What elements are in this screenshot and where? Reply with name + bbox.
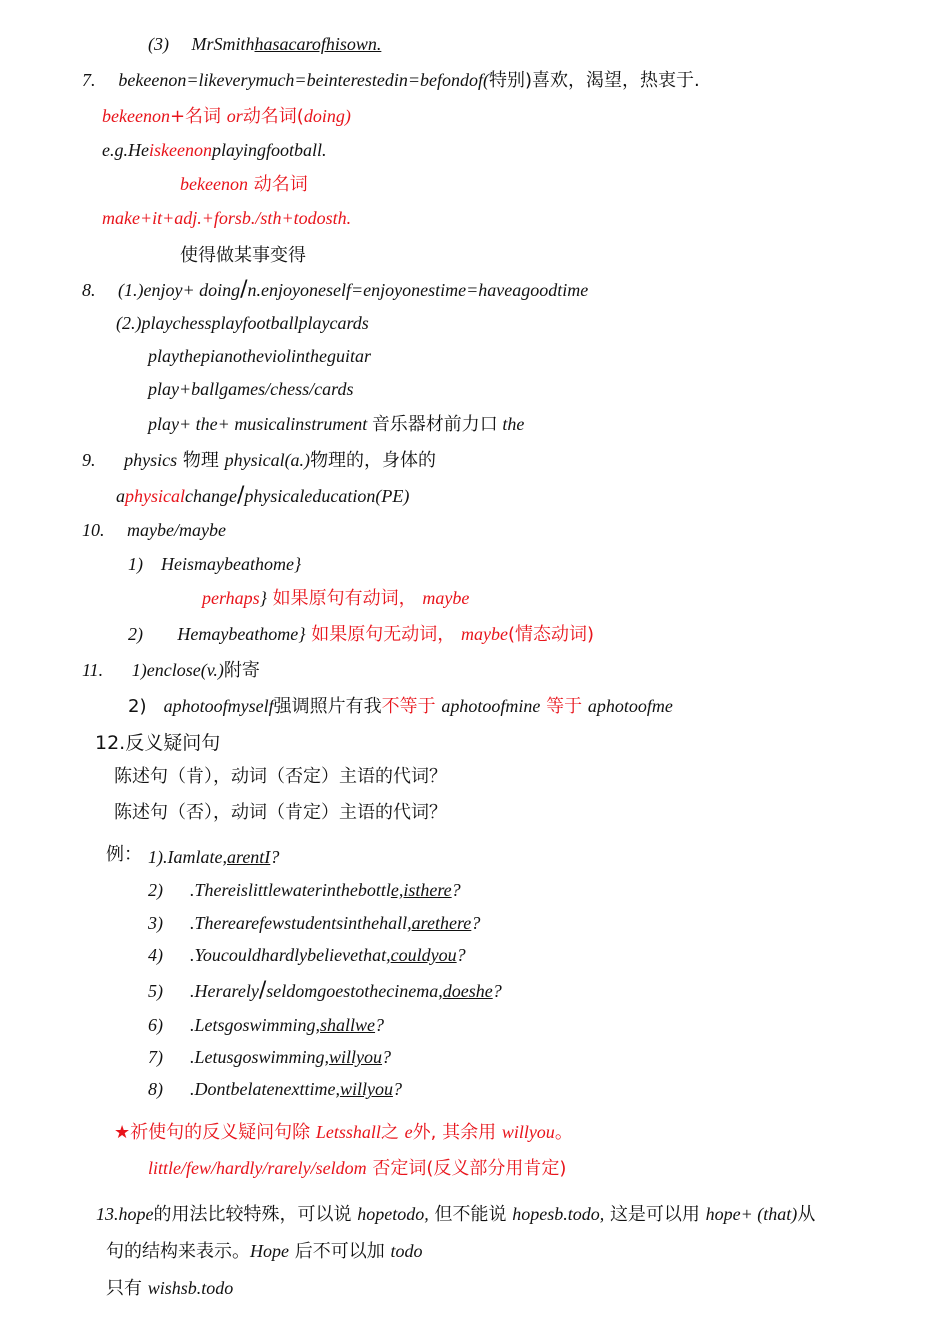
text-cn: 陈述句（否），动词（肯定）主语的代词？ xyxy=(114,802,447,823)
example-7 xyxy=(148,1045,391,1069)
item-number: (3) xyxy=(148,34,169,54)
text: (2.)playchessplayfootballplaycards xyxy=(116,313,369,333)
line-make-it-cn xyxy=(180,244,306,268)
text: bekeenon=likeverymuch=beinterestedin=befondof( xyxy=(118,70,490,90)
text-cn: 外, 其余用 xyxy=(412,1122,497,1143)
example-3 xyxy=(148,911,480,935)
text-red: maybe xyxy=(460,624,508,644)
text: e xyxy=(404,1122,413,1142)
text: .Dontbelatenexttime, xyxy=(190,1079,340,1099)
text-cn-red: (情态动词) xyxy=(507,624,595,645)
text: physical(a.) xyxy=(224,450,311,470)
item-number: 11. xyxy=(82,660,104,680)
example-8 xyxy=(148,1077,402,1101)
text-cn: +名词 xyxy=(169,106,222,127)
line-10-maybe xyxy=(82,518,226,542)
item-number: 7. xyxy=(82,70,96,90)
heading-12-tag-question xyxy=(95,731,220,755)
line-3-mrsmith xyxy=(148,32,381,56)
example-1 xyxy=(148,845,279,869)
text: MrSmith xyxy=(191,34,255,54)
text: the xyxy=(502,414,525,434)
text-cn: 动名词 xyxy=(253,174,308,195)
item-number: 2) xyxy=(128,696,147,717)
text: maybe/maybe xyxy=(127,520,226,540)
text: Heismaybeathome xyxy=(161,554,294,574)
text-cn: 强调照片有我 xyxy=(273,696,382,717)
brace: } xyxy=(259,588,267,608)
text: ? xyxy=(375,1015,385,1035)
slash: / xyxy=(258,978,267,1003)
text: + xyxy=(217,414,230,434)
text: todo xyxy=(390,1241,423,1261)
line-7-header xyxy=(82,68,700,93)
line-wish xyxy=(106,1276,233,1301)
text: Iamlate, xyxy=(167,847,227,867)
text: musicalinstrument xyxy=(234,414,368,434)
text-red: iskeenon xyxy=(148,140,212,160)
text: hope+ (that) xyxy=(705,1204,798,1224)
example-4 xyxy=(148,943,466,967)
text: + doing xyxy=(182,280,241,300)
text: make+it+adj.+forsb./sth+todosth. xyxy=(102,208,352,228)
text: .Youcouldhardlybelievethat, xyxy=(190,945,391,965)
text-cn-red: 如果原句无动词， xyxy=(311,624,456,645)
text: ? xyxy=(392,1079,402,1099)
text: 1)enclose(v.) xyxy=(131,660,224,680)
text-red: physical xyxy=(125,486,185,506)
text: wishsb.todo xyxy=(147,1278,234,1298)
text: ? xyxy=(382,1047,392,1067)
text-cn: 物理的，身体的 xyxy=(310,450,437,471)
tag-question: e,isthere xyxy=(390,880,452,900)
text: Letsshall xyxy=(315,1122,381,1142)
text-cn: 。 xyxy=(554,1122,573,1143)
line-keenon-gerund xyxy=(180,172,308,197)
text: aphotoofmine xyxy=(441,696,541,716)
line-13-hope xyxy=(96,1202,815,1227)
tag-question: shallwe xyxy=(320,1015,376,1035)
text: physics xyxy=(124,450,178,470)
text: physicaleducation(PE) xyxy=(244,486,410,506)
text: e.g.He xyxy=(102,140,149,160)
line-play-2 xyxy=(148,344,371,368)
underlined-text: hasacarofhisown. xyxy=(254,34,382,54)
item-number: 9. xyxy=(82,450,96,470)
example-2 xyxy=(148,878,461,902)
line-physical-change xyxy=(116,484,409,508)
text: aphotoofmyself xyxy=(163,696,274,716)
item-number: 1). xyxy=(148,847,168,867)
text-cn: 从 xyxy=(797,1204,816,1225)
item-number: 8. xyxy=(82,280,96,300)
text: ? xyxy=(451,880,461,900)
item-number: 8) xyxy=(148,1079,163,1099)
line-maybe-2 xyxy=(128,622,594,647)
line-keenon-noun xyxy=(102,104,351,129)
line-photo xyxy=(128,694,673,719)
item-number: 7) xyxy=(148,1047,163,1067)
note-negative-words xyxy=(148,1156,566,1181)
slash: / xyxy=(240,277,248,302)
line-13-hope-cont xyxy=(106,1239,422,1264)
line-8-enjoy xyxy=(82,278,588,302)
line-9-physics xyxy=(82,448,436,473)
text-cn: 的用法比较特殊，可以说 xyxy=(153,1204,352,1225)
text: .Letsgoswimming, xyxy=(190,1015,321,1035)
rule-affirmative xyxy=(114,765,447,789)
item-number: 2) xyxy=(128,624,143,644)
line-play-4 xyxy=(148,412,524,437)
line-make-it xyxy=(102,206,351,230)
tag-question: couldyou xyxy=(390,945,457,965)
tag-question: arentI xyxy=(226,847,271,867)
example-6 xyxy=(148,1013,384,1037)
text-cn: 附寄 xyxy=(223,660,260,681)
item-number: 1) xyxy=(128,554,143,574)
text-cn: 例： xyxy=(106,844,142,865)
text: doing) xyxy=(303,106,351,126)
line-maybe-1 xyxy=(128,552,301,576)
line-play-3 xyxy=(148,377,353,401)
text: bekeenon xyxy=(102,106,170,126)
text-cn: 祈使句的反义疑问句除 xyxy=(130,1122,311,1143)
item-number: 4) xyxy=(148,945,163,965)
text: play xyxy=(148,414,179,434)
text: aphotoofme xyxy=(587,696,673,716)
tag-question: willyou xyxy=(329,1047,383,1067)
rule-negative xyxy=(114,801,447,825)
line-11-enclose xyxy=(82,658,260,683)
tag-question: arethere xyxy=(411,913,472,933)
text-cn: 音乐器材前力口 xyxy=(371,414,498,435)
text: a xyxy=(116,486,125,506)
text-cn: 句的结构来表示。 xyxy=(106,1241,250,1262)
text-cn-red: 如果原句有动词， xyxy=(272,588,417,609)
text: hopesb.todo, xyxy=(512,1204,605,1224)
text: (1.)enjoy xyxy=(118,280,183,300)
text: hopetodo, xyxy=(357,1204,429,1224)
line-example-he xyxy=(102,138,326,162)
text-cn: 之 xyxy=(380,1122,399,1143)
brace: } xyxy=(293,554,302,574)
text-red: maybe xyxy=(422,588,470,608)
text: little/few/hardly/rarely/seldom xyxy=(148,1158,367,1178)
text: playingfootball. xyxy=(211,140,327,160)
text: Hemaybeathome xyxy=(177,624,299,644)
text: .Therearefewstudentsinthehall, xyxy=(190,913,412,933)
item-number: 3) xyxy=(148,913,163,933)
item-number: 5) xyxy=(148,981,163,1001)
text-cn-red: 不等于 xyxy=(381,696,436,717)
text: .Letusgoswimming, xyxy=(190,1047,330,1067)
item-number: 6) xyxy=(148,1015,163,1035)
tag-question: doeshe xyxy=(442,981,493,1001)
note-imperative-tag xyxy=(114,1120,573,1145)
text: .Herarely xyxy=(190,981,259,1001)
text-cn-red: 等于 xyxy=(546,696,583,717)
text-cn: 只有 xyxy=(106,1278,142,1299)
text-cn: 使得做某事变得 xyxy=(180,245,306,266)
text: play+ballgames/chess/cards xyxy=(148,379,354,399)
line-perhaps xyxy=(202,586,469,611)
text-red: perhaps xyxy=(202,588,260,608)
text-cn: 否定词(反义部分用肯定) xyxy=(372,1158,567,1179)
examples-label xyxy=(106,843,142,867)
text-cn: 特别)喜欢，渴望，热衷于. xyxy=(489,70,700,91)
star-icon: ★ xyxy=(114,1122,131,1143)
text: Hope xyxy=(250,1241,289,1261)
example-5 xyxy=(148,979,502,1003)
text-cn: 物理 xyxy=(182,450,219,471)
text: or xyxy=(226,106,243,126)
text-cn: 但不能说 xyxy=(434,1204,507,1225)
text-cn: 动名词( xyxy=(242,106,304,127)
text: willyou xyxy=(501,1122,555,1142)
brace: } xyxy=(298,624,306,644)
text-cn: 这是可以用 xyxy=(609,1204,700,1225)
text: the xyxy=(195,414,218,434)
text: playthepianotheviolintheguitar xyxy=(148,346,371,366)
text-cn: 后不可以加 xyxy=(294,1241,385,1262)
line-play-1 xyxy=(116,311,369,335)
text: .Thereislittlewaterinthebottl xyxy=(190,880,391,900)
tag-question: willyou xyxy=(339,1079,393,1099)
text: n.enjoyoneself=enjoyonestime=haveagoodtime xyxy=(247,280,589,300)
item-number: 10. xyxy=(82,520,105,540)
text-cn: 12.反义疑问句 xyxy=(95,732,221,754)
slash: / xyxy=(236,483,245,508)
text: + xyxy=(179,414,192,434)
text: ? xyxy=(270,847,280,867)
text: ? xyxy=(471,913,481,933)
text: change xyxy=(185,486,237,506)
text: 13.hope xyxy=(96,1204,154,1224)
text: seldomgoestothecinema, xyxy=(266,981,443,1001)
text-cn: 陈述句（肯），动词（否定）主语的代词？ xyxy=(114,766,447,787)
item-number: 2) xyxy=(148,880,163,900)
text: ? xyxy=(492,981,502,1001)
text: bekeenon xyxy=(180,174,248,194)
text: ? xyxy=(456,945,466,965)
